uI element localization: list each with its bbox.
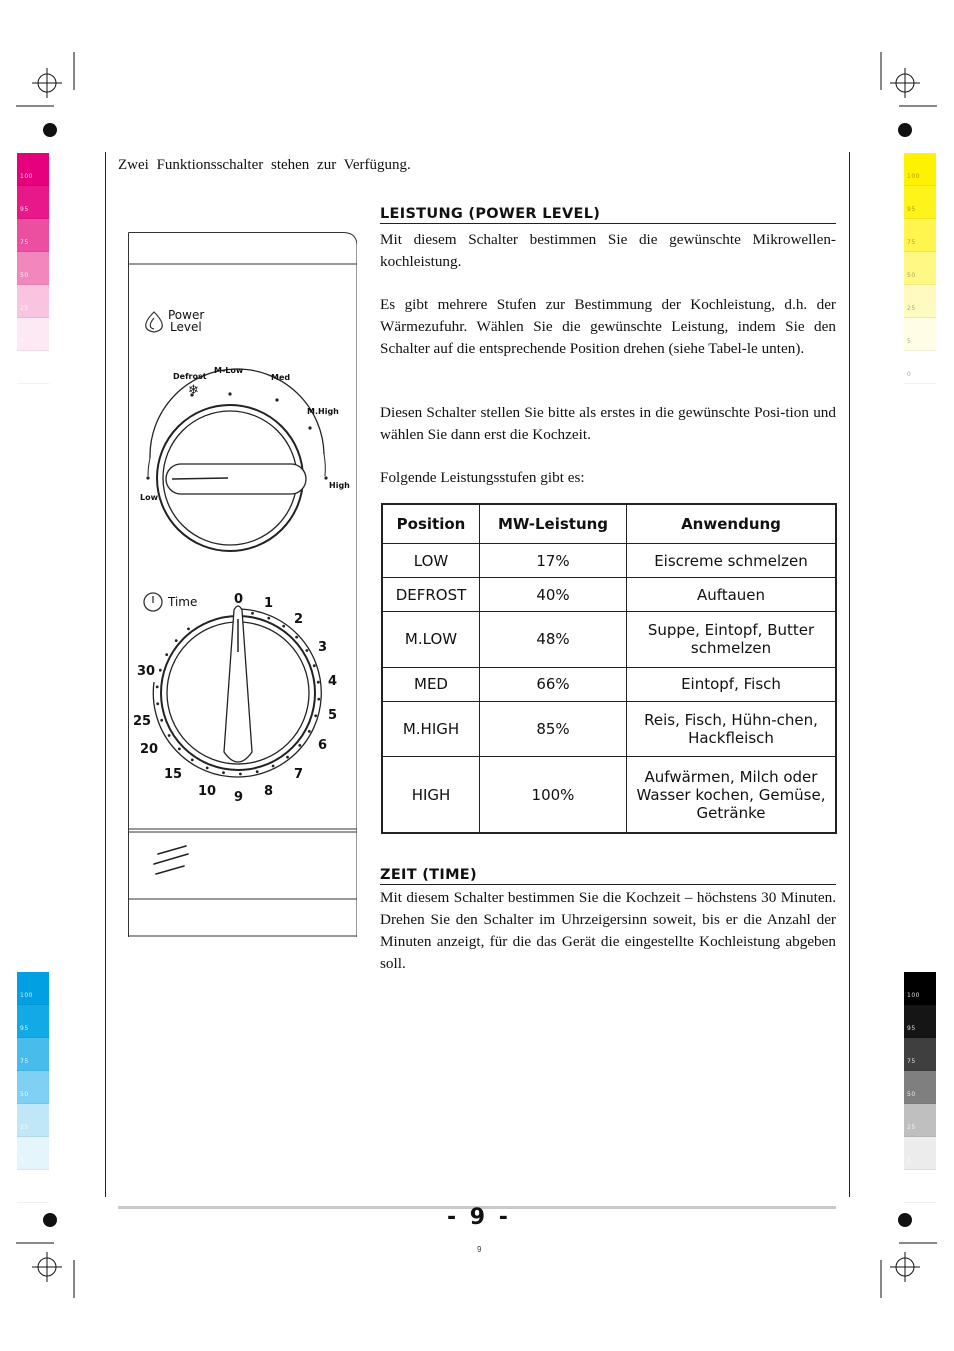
color-swatch [17,318,49,351]
time-tick-label: 2 [294,612,304,627]
color-swatch [17,1170,49,1203]
color-swatch [17,219,49,252]
swatch-label: 75 [20,239,29,246]
time-tick-label: 6 [318,738,328,753]
mw-leistung-cell: 85% [480,701,627,756]
color-swatch [904,1137,936,1170]
swatch-label: 95 [907,206,916,213]
time-dial-dot [178,748,181,751]
header-position: Position [382,504,480,544]
color-swatch [904,186,936,219]
swatch-label: 5 [907,338,912,345]
color-bar-black [904,972,936,1203]
time-tick-label: 10 [198,784,217,799]
time-dial-dot [317,698,320,701]
header-mw-leistung: MW-Leistung [480,504,627,544]
color-bar-yellow [904,153,936,384]
page-number: - 9 - [447,1205,511,1230]
time-dial-dot [313,664,316,667]
time-dial-dot [168,734,171,737]
power-label-line1: Power [168,308,205,322]
swatch-label: 0 [20,1190,25,1197]
time-dial-dot [187,628,190,631]
time-dial-dot [159,669,162,672]
color-swatch [17,1071,49,1104]
swatch-label: 25 [907,1124,916,1131]
power-paragraph-4: Folgende Leistungsstufen gibt es: [380,469,585,486]
power-paragraph-2: Es gibt mehrere Stufen zur Bestimmung der Kochleistung, d.h. der Wärmezufuhr. Wählen Sie die gewünschte Leistung, indem Sie den Schalter auf die entsprechende Position drehen (siehe Tabel-le unten). [380,296,836,357]
swatch-label: 0 [20,371,25,378]
left-margin-line [105,152,106,1197]
time-tick-label: 0 [234,592,244,607]
color-swatch [17,252,49,285]
swatch-label: 100 [20,992,33,999]
small-page-number: 9 [477,1245,482,1254]
color-swatch [904,1170,936,1203]
time-dial-dot [156,686,159,689]
anwendung-cell: Eiscreme schmelzen [627,544,837,578]
anwendung-cell: Eintopf, Fisch [627,667,837,701]
swatch-label: 25 [20,305,29,312]
time-dial-dot [156,702,159,705]
time-dial-dot [267,617,270,620]
time-dial-dot [286,756,289,759]
intro-text: Zwei Funktionsschalter stehen zur Verfügung. [118,157,411,173]
anwendung-cell: Suppe, Eintopf, Butter schmelzen [627,612,837,667]
table-row [382,701,836,756]
table-header-row [382,504,836,544]
time-dial-dot [272,765,275,768]
time-dial-dot [306,649,309,652]
power-level-table [381,503,837,834]
color-swatch [17,351,49,384]
time-tick-label: 4 [328,674,338,689]
swatch-label: 100 [907,173,920,180]
power-knob-dial [146,369,327,551]
color-swatch [17,186,49,219]
snowflake-icon: ❄ [188,382,199,397]
time-dial-dot [308,730,311,733]
time-tick-label: 9 [234,790,244,805]
dial-label-high: High [329,481,350,490]
color-swatch [904,1038,936,1071]
control-panel-drawing [128,232,357,937]
power-section-title: LEISTUNG (POWER LEVEL) [380,206,836,224]
swatch-label: 50 [20,1091,29,1098]
color-swatch [17,1038,49,1071]
time-tick-label: 1 [264,596,274,611]
time-dial-dot [282,625,285,628]
header-anwendung: Anwendung [627,504,837,544]
time-dial-dot [239,773,242,776]
time-dial-dot [222,771,225,774]
color-swatch [904,153,936,186]
position-cell: MED [382,667,480,701]
swatch-label: 50 [20,272,29,279]
vent-icon [154,846,188,874]
color-swatch [904,1071,936,1104]
swatch-label: 100 [907,992,920,999]
mw-leistung-cell: 100% [480,757,627,833]
anwendung-cell: Aufwärmen, Milch oder Wasser kochen, Gemüse, Getränke [627,757,837,833]
clock-icon [144,593,162,611]
color-swatch [17,1104,49,1137]
power-paragraph-3: Diesen Schalter stellen Sie bitte als erstes in die gewünschte Posi-tion und wählen Sie dann erst die Kochzeit. [380,404,836,443]
swatch-label: 75 [907,239,916,246]
color-bar-magenta [17,153,49,384]
time-tick-label: 8 [264,784,274,799]
swatch-label: 25 [20,1124,29,1131]
time-tick-label: 30 [137,664,156,679]
position-cell: M.HIGH [382,701,480,756]
swatch-label: 100 [20,173,33,180]
time-tick-label: 3 [318,640,328,655]
position-cell: LOW [382,544,480,578]
color-swatch [17,972,49,1005]
time-dial-dot [160,719,163,722]
swatch-label: 5 [907,1157,912,1164]
power-level-icon [146,312,163,332]
table-row [382,612,836,667]
color-swatch [904,972,936,1005]
mw-leistung-cell: 48% [480,612,627,667]
table-row [382,578,836,612]
dial-label-med: Med [271,373,291,382]
color-swatch [904,252,936,285]
color-bar-cyan [17,972,49,1203]
time-tick-label: 25 [133,714,152,729]
position-cell: HIGH [382,757,480,833]
swatch-label: 50 [907,272,916,279]
swatch-label: 95 [20,1025,29,1032]
color-swatch [17,1005,49,1038]
time-paragraph: Mit diesem Schalter bestimmen Sie die Kochzeit – höchstens 30 Minuten. Drehen Sie den Schalter im Uhrzeigersinn soweit, bis er die Anzahl der Minuten anzeigt, für die das Gerät die eingestellte Kochleistung abgeben soll. [380,889,836,972]
mw-leistung-cell: 40% [480,578,627,612]
swatch-label: 75 [907,1058,916,1065]
time-dial-dot [251,612,254,615]
swatch-label: 95 [907,1025,916,1032]
time-dial-dot [175,639,178,642]
power-label-line2: Level [170,320,202,334]
color-swatch [17,285,49,318]
anwendung-cell: Reis, Fisch, Hühn-chen, Hackfleisch [627,701,837,756]
mw-leistung-cell: 66% [480,667,627,701]
dial-label-mhigh: M.High [307,407,339,416]
time-tick-label: 5 [328,708,338,723]
color-swatch [904,351,936,384]
time-dial-dot [314,714,317,717]
time-section-title: ZEIT (TIME) [380,867,836,885]
color-swatch [904,1104,936,1137]
table-row [382,757,836,833]
time-dial-dot [165,653,168,656]
position-cell: M.LOW [382,612,480,667]
time-dial-dot [206,767,209,770]
dial-label-defrost: Defrost [173,372,207,381]
swatch-label: 25 [907,305,916,312]
time-dial-dot [256,770,259,773]
table-row [382,667,836,701]
time-tick-label: 7 [294,767,304,782]
time-dial-dot [298,744,301,747]
color-swatch [904,1005,936,1038]
color-swatch [904,219,936,252]
mw-leistung-cell: 17% [480,544,627,578]
table-row [382,544,836,578]
color-swatch [904,285,936,318]
swatch-label: 5 [20,1157,25,1164]
swatch-label: 95 [20,206,29,213]
time-tick-label: 15 [164,767,183,782]
anwendung-cell: Auftauen [627,578,837,612]
swatch-label: 0 [907,1190,912,1197]
time-knob-dial [153,606,321,777]
swatch-label: 50 [907,1091,916,1098]
swatch-label: 5 [20,338,25,345]
color-swatch [17,153,49,186]
power-paragraph-1: Mit diesem Schalter bestimmen Sie die gewünschte Mikrowellen-kochleistung. [380,231,836,270]
time-tick-label: 20 [140,742,159,757]
position-cell: DEFROST [382,578,480,612]
dial-label-low: Low [140,493,158,502]
swatch-label: 75 [20,1058,29,1065]
swatch-label: 0 [907,371,912,378]
control-panel [128,232,357,937]
dial-label-mlow: M-Low [214,366,244,375]
color-swatch [17,1137,49,1170]
time-dial-dot [295,636,298,639]
right-margin-line [849,152,850,1197]
time-label: Time [168,595,198,609]
color-swatch [904,318,936,351]
time-dial-dot [317,681,320,684]
time-dial-dot [191,759,194,762]
